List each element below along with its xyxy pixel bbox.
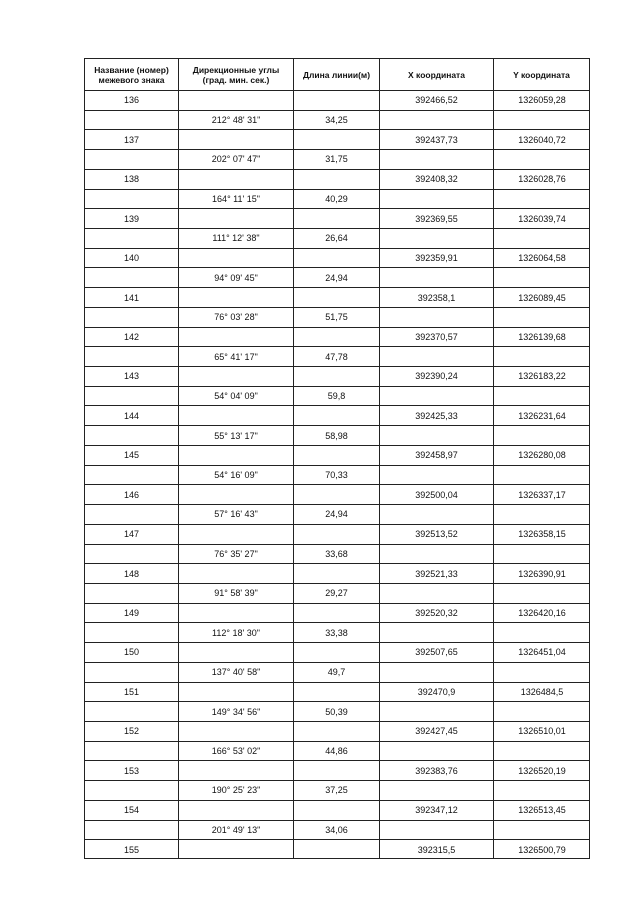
segment-row	[85, 583, 589, 603]
point-row	[85, 366, 589, 386]
line-length: 59,8	[327, 391, 346, 402]
point-name: 137	[123, 134, 140, 145]
point-name: 139	[123, 213, 140, 224]
x-coordinate: 392425,33	[415, 410, 458, 421]
header-x-coordinate: X координата	[380, 59, 494, 90]
segment-row	[85, 544, 589, 564]
y-coordinate: 1326064,58	[518, 253, 566, 264]
line-length: 33,38	[325, 627, 348, 638]
y-coordinate: 1326139,68	[518, 331, 566, 342]
point-name: 146	[123, 489, 140, 500]
y-coordinate: 1326028,76	[518, 174, 566, 185]
x-coordinate: 392458,97	[415, 450, 458, 461]
point-row	[85, 603, 589, 623]
y-coordinate: 1326390,91	[518, 568, 566, 579]
point-name: 147	[123, 529, 140, 540]
point-row	[85, 208, 589, 228]
x-coordinate: 392370,57	[415, 331, 458, 342]
header-point-name: Название (номер) межевого знака	[85, 59, 179, 90]
y-coordinate: 1326231,64	[518, 410, 566, 421]
point-row	[85, 129, 589, 149]
line-length: 50,39	[325, 706, 348, 717]
point-row	[85, 445, 589, 465]
line-length: 24,94	[325, 509, 348, 520]
x-coordinate: 392470,9	[417, 686, 456, 697]
x-coordinate: 392437,73	[415, 134, 458, 145]
line-length: 49,7	[327, 667, 346, 678]
point-name: 152	[123, 726, 140, 737]
x-coordinate: 392521,33	[415, 568, 458, 579]
y-coordinate: 1326500,79	[518, 844, 566, 855]
x-coordinate: 392466,52	[415, 94, 458, 105]
line-length: 37,25	[325, 785, 348, 796]
line-length: 51,75	[325, 312, 348, 323]
direction-angle: 57° 16' 43"	[214, 509, 258, 520]
segment-row	[85, 307, 589, 327]
x-coordinate: 392315,5	[417, 844, 456, 855]
header-direction-angle: Дирекционные углы (град. мин. сек.)	[179, 59, 294, 90]
line-length: 70,33	[325, 469, 348, 480]
line-length: 34,06	[325, 824, 348, 835]
point-name: 144	[123, 410, 140, 421]
direction-angle: 94° 09' 45"	[214, 272, 258, 283]
direction-angle: 166° 53' 02"	[211, 746, 261, 757]
direction-angle: 76° 35' 27"	[214, 548, 258, 559]
y-coordinate: 1326358,15	[518, 529, 566, 540]
line-length: 40,29	[325, 193, 348, 204]
segment-row	[85, 386, 589, 406]
point-row	[85, 563, 589, 583]
x-coordinate: 392500,04	[415, 489, 458, 500]
line-length: 44,86	[325, 746, 348, 757]
segment-row	[85, 189, 589, 209]
direction-angle: 112° 18' 30"	[212, 627, 260, 638]
segment-row	[85, 504, 589, 524]
y-coordinate: 1326484,5	[520, 686, 564, 697]
point-row	[85, 642, 589, 662]
x-coordinate: 392347,12	[415, 805, 458, 816]
direction-angle: 190° 25' 23"	[211, 785, 261, 796]
direction-angle: 202° 07' 47"	[211, 154, 261, 165]
segment-row	[85, 149, 589, 169]
segment-row	[85, 228, 589, 248]
line-length: 31,75	[325, 154, 348, 165]
x-coordinate: 392359,91	[415, 253, 458, 264]
y-coordinate: 1326337,17	[518, 489, 566, 500]
point-name: 151	[123, 686, 140, 697]
segment-row	[85, 622, 589, 642]
line-length: 34,25	[325, 115, 348, 126]
segment-row	[85, 780, 589, 800]
table-body	[85, 90, 589, 859]
line-length: 33,68	[325, 548, 348, 559]
point-row	[85, 721, 589, 741]
line-length: 26,64	[325, 233, 348, 244]
table-header	[85, 59, 589, 91]
segment-row	[85, 267, 589, 287]
direction-angle: 55° 13' 17"	[214, 430, 258, 441]
y-coordinate: 1326420,16	[518, 608, 566, 618]
y-coordinate: 1326039,74	[518, 213, 566, 224]
point-name: 153	[123, 765, 140, 776]
point-name: 136	[123, 94, 140, 105]
line-length: 29,27	[325, 588, 348, 599]
x-coordinate: 392513,52	[415, 529, 458, 540]
x-coordinate: 392383,76	[415, 765, 458, 776]
segment-row	[85, 346, 589, 366]
x-coordinate: 392369,55	[415, 213, 458, 224]
y-coordinate: 1326089,45	[518, 292, 566, 303]
point-row	[85, 169, 589, 189]
direction-angle: 91° 58' 39"	[214, 588, 258, 599]
point-name: 149	[123, 608, 140, 618]
point-name: 145	[123, 450, 140, 461]
x-coordinate: 392408,32	[415, 174, 458, 185]
direction-angle: 212° 48' 31"	[211, 115, 261, 126]
point-row	[85, 760, 589, 780]
direction-angle: 111° 12' 38"	[212, 233, 260, 244]
point-row	[85, 287, 589, 307]
direction-angle: 76° 03' 28"	[214, 312, 258, 323]
point-row	[85, 839, 589, 859]
direction-angle: 164° 11' 15"	[212, 193, 260, 204]
point-name: 140	[123, 253, 140, 264]
direction-angle: 137° 40' 58"	[211, 667, 261, 678]
point-row	[85, 327, 589, 347]
point-row	[85, 682, 589, 702]
segment-row	[85, 425, 589, 445]
direction-angle: 149° 34' 56"	[211, 706, 261, 717]
y-coordinate: 1326040,72	[518, 134, 566, 145]
x-coordinate: 392358,1	[417, 292, 456, 303]
segment-row	[85, 741, 589, 761]
direction-angle: 54° 16' 09"	[214, 469, 258, 480]
direction-angle: 65° 41' 17"	[214, 351, 258, 362]
direction-angle: 201° 49' 13"	[211, 824, 261, 835]
point-name: 148	[123, 568, 140, 579]
point-row	[85, 484, 589, 504]
point-name: 154	[123, 805, 140, 816]
y-coordinate: 1326059,28	[518, 94, 566, 105]
point-row	[85, 405, 589, 425]
x-coordinate: 392390,24	[415, 371, 458, 382]
line-length: 58,98	[325, 430, 348, 441]
direction-angle: 54° 04' 09"	[214, 391, 258, 402]
y-coordinate: 1326183,22	[518, 371, 566, 382]
boundary-points-table	[84, 58, 590, 859]
y-coordinate: 1326520,19	[518, 765, 566, 776]
point-name: 143	[123, 371, 140, 382]
point-row	[85, 524, 589, 544]
point-name: 155	[123, 844, 140, 855]
segment-row	[85, 701, 589, 721]
header-line-length: Длина линии(м)	[294, 59, 380, 90]
point-row	[85, 248, 589, 268]
y-coordinate: 1326513,45	[518, 805, 566, 816]
y-coordinate: 1326280,08	[518, 450, 566, 461]
segment-row	[85, 820, 589, 840]
x-coordinate: 392507,65	[415, 647, 458, 658]
point-name: 150	[123, 647, 140, 658]
point-name: 142	[123, 331, 140, 342]
point-name: 138	[123, 174, 140, 185]
y-coordinate: 1326451,04	[518, 647, 566, 658]
line-length: 47,78	[325, 351, 348, 362]
x-coordinate: 392427,45	[415, 726, 458, 737]
point-row	[85, 90, 589, 110]
x-coordinate: 392520,32	[415, 608, 458, 618]
line-length: 24,94	[325, 272, 348, 283]
header-y-coordinate: Y координата	[513, 69, 570, 80]
segment-row	[85, 465, 589, 485]
segment-row	[85, 110, 589, 130]
segment-row	[85, 662, 589, 682]
y-coordinate: 1326510,01	[518, 726, 566, 737]
point-name: 141	[123, 292, 140, 303]
point-row	[85, 800, 589, 820]
